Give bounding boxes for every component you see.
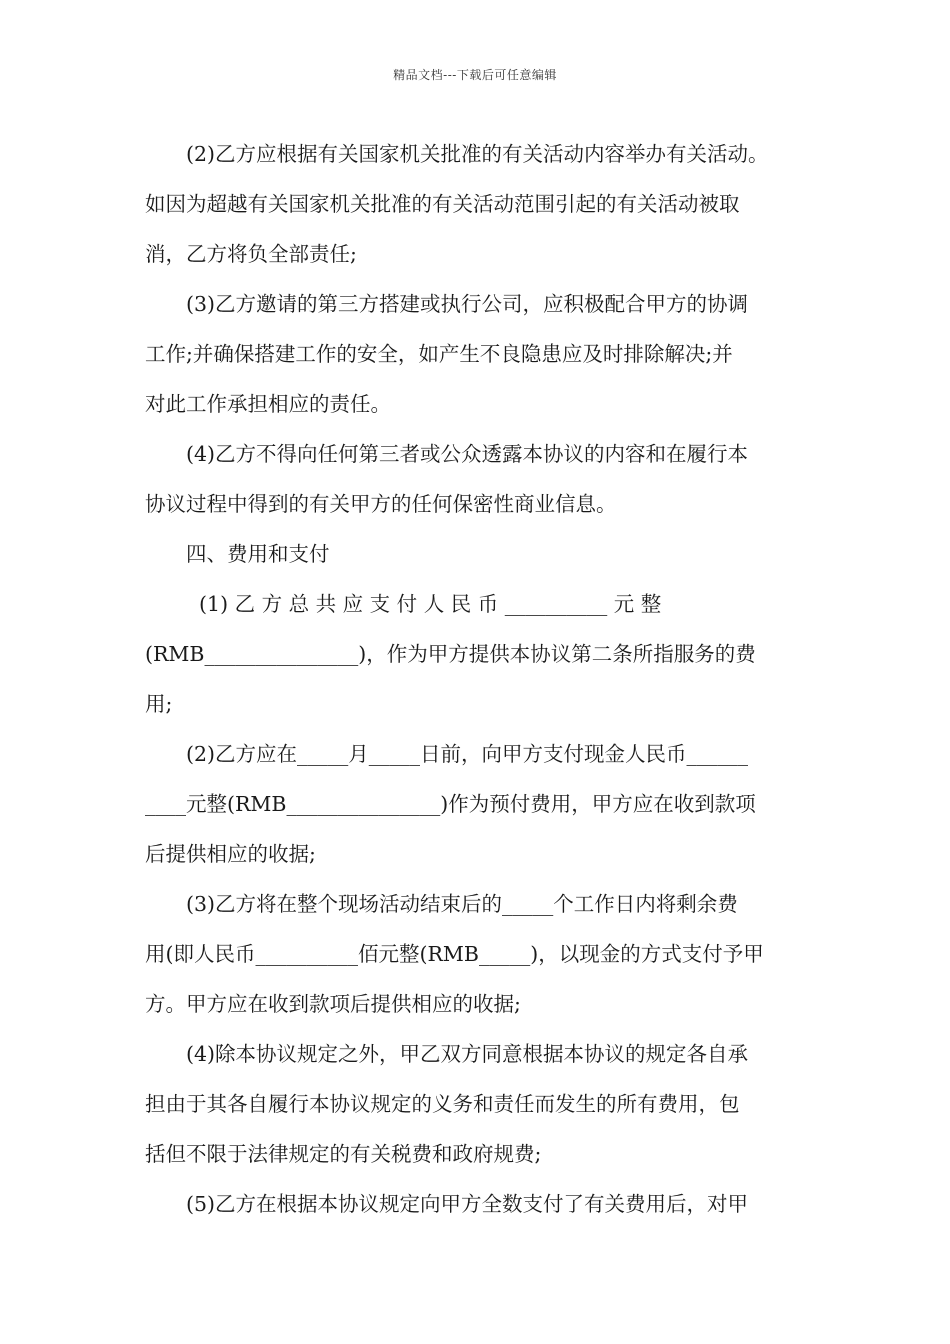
clause-3-2 [145,129,807,279]
clause-4-1 [145,579,807,729]
text-line: ____元整(RMB_______________)作为预付费用，甲方应在收到款项 [145,792,756,816]
text-line: 担由于其各自履行本协议规定的义务和责任而发生的所有费用，包 [145,1092,740,1116]
clause-4-3 [145,879,807,1029]
clause-3-3 [145,279,807,429]
text-line: (5)乙方在根据本协议规定向甲方全数支付了有关费用后，对甲 [186,1192,749,1216]
text-line: 后提供相应的收据; [145,842,316,866]
section-heading: 四、费用和支付 [186,542,330,566]
text-line: 如因为超越有关国家机关批准的有关活动范围引起的有关活动被取 [145,192,740,216]
clause-4-5 [145,1179,807,1229]
clause-4-2 [145,729,807,879]
document-body [145,129,807,1229]
text-line: (1) 乙 方 总 共 应 支 付 人 民 币 __________ 元 整 [186,592,662,616]
section-heading-fees [145,529,807,579]
text-line: (2)乙方应在_____月_____日前，向甲方支付现金人民币______ [186,742,749,766]
clause-3-4 [145,429,807,529]
text-line: (RMB_______________)，作为甲方提供本协议第二条所指服务的费 [145,642,756,666]
text-line: 协议过程中得到的有关甲方的任何保密性商业信息。 [145,492,617,516]
text-line: (3)乙方邀请的第三方搭建或执行公司，应积极配合甲方的协调 [186,292,749,316]
text-line: 用; [145,692,173,716]
text-line: (3)乙方将在整个现场活动结束后的_____个工作日内将剩余费 [186,892,738,916]
text-line: 对此工作承担相应的责任。 [145,392,391,416]
text-line: (4)除本协议规定之外，甲乙双方同意根据本协议的规定各自承 [186,1042,749,1066]
text-line: (2)乙方应根据有关国家机关批准的有关活动内容举办有关活动。 [186,142,769,166]
text-line: 工作;并确保搭建工作的安全，如产生不良隐患应及时排除解决;并 [145,342,733,366]
page-header: 精品文档---下载后可任意编辑 [393,68,557,82]
text-line: 用(即人民币__________佰元整(RMB_____)，以现金的方式支付予甲 [145,942,764,966]
text-line: 括但不限于法律规定的有关税费和政府规费; [145,1142,542,1166]
text-line: (4)乙方不得向任何第三者或公众透露本协议的内容和在履行本 [186,442,749,466]
text-line: 方。甲方应在收到款项后提供相应的收据; [145,992,521,1016]
clause-4-4 [145,1029,807,1179]
text-line: 消，乙方将负全部责任; [145,242,357,266]
